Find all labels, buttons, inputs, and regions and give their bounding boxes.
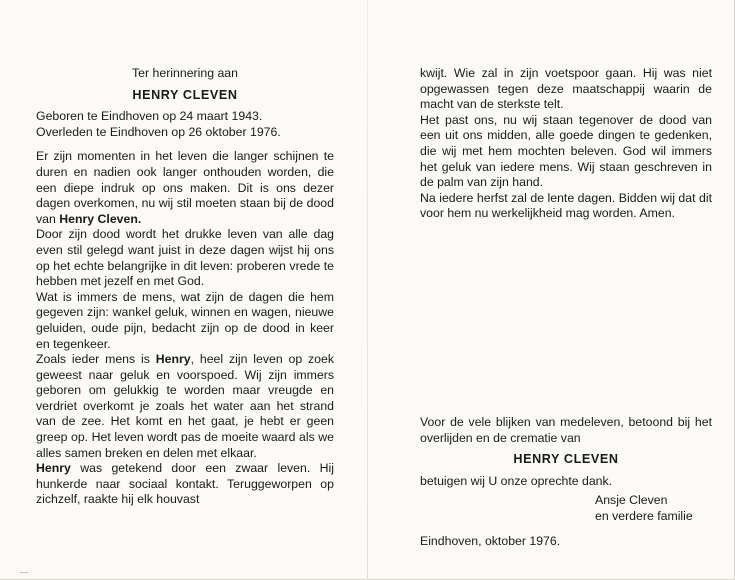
birth-line: Geboren te Eindhoven op 24 maart 1943. xyxy=(36,109,263,124)
paragraph-5-text: was getekend door een zwaar leven. Hij hunkerde naar sociaal kontakt. Teruggeworpen op zichzelf, raakte hij elk houvast xyxy=(36,461,334,507)
place-date: Eindhoven, oktober 1976. xyxy=(420,533,561,548)
paragraph-1-text: Er zijn momenten in het leven die langer schijnen te duren en nadien ook langer onthouden worden, die een diepe indruk op ons maken. Dit is ons dezer dagen overkomen, nu wij stil moeten staan bij de dood van xyxy=(36,149,334,226)
thanks-line: betuigen wij U onze oprechte dank. xyxy=(420,473,613,488)
acknowledgement-block xyxy=(420,415,712,549)
acknowledgement-text: Voor de vele blijken van medeleven, betoond bij het overlijden en de crematie van xyxy=(420,415,712,445)
right-page xyxy=(420,66,712,222)
paragraph-3: Wat is immers de mens, wat zijn de dagen die hem gegeven zijn: wankel geluk, winnen en wagen, nieuwe geluiden, oude pijn, bedacht zijn op de dood in keer en tegenkeer. xyxy=(36,289,334,351)
intro-line: Ter herinnering aan xyxy=(132,66,238,80)
paragraph-4-name: Henry xyxy=(155,352,191,367)
paragraph-4 xyxy=(36,352,334,461)
left-page xyxy=(36,66,334,508)
paragraph-2: Door zijn dood wordt het drukke leven van alle dag even stil gelegd want juist in deze dagen wijst hij ons op het echte belangrijke in dit leven: proberen vrede te hebben met jezelf en met God. xyxy=(36,227,334,289)
card-fold-line xyxy=(367,0,368,580)
paragraph-4-text-a: Zoals ieder mens is xyxy=(36,352,150,367)
right-paragraph-3: Na iedere herfst zal de lente dagen. Bidden wij dat dit voor hem nu werkelijkheid mag worden. Amen. xyxy=(420,190,712,221)
signature-name: Ansje Cleven xyxy=(595,493,668,508)
death-line: Overleden te Eindhoven op 26 oktober 1976. xyxy=(36,124,281,139)
paragraph-5-name: Henry xyxy=(36,461,71,476)
acknowledgement-name: HENRY CLEVEN xyxy=(513,452,619,467)
paragraph-1 xyxy=(36,149,334,227)
paragraph-4-text-b: , heel zijn leven op zoek geweest naar geluk en voorspoed. Wij zijn immers geboren om gelukkig te worden maar vreugde en verdriet overkomt je zoals het water aan het strand van de zee. Het komt en het gaat, je hebt er geen greep op. Het leven wordt pas de moeite waard als we alles samen breken en delen met elkaar. xyxy=(36,352,334,460)
signature-family: en verdere familie xyxy=(595,508,693,523)
right-paragraph-1: kwijt. Wie zal in zijn voetspoor gaan. Hij was niet opgewassen tegen deze maatschappij waarin de macht van de sterkste telt. xyxy=(420,66,712,112)
paragraph-1-name: Henry Cleven. xyxy=(59,211,142,226)
edge-mark xyxy=(20,572,28,573)
right-paragraph-2: Het past ons, nu wij staan tegenover de dood van een uit ons midden, alle goede dingen te gedenken, die wij met hem mochten beleven. God wil immers het geluk van iedere mens. Wij staan geschreven in de palm van zijn hand. xyxy=(420,112,712,190)
deceased-name: HENRY CLEVEN xyxy=(132,87,238,102)
paragraph-5 xyxy=(36,461,334,508)
